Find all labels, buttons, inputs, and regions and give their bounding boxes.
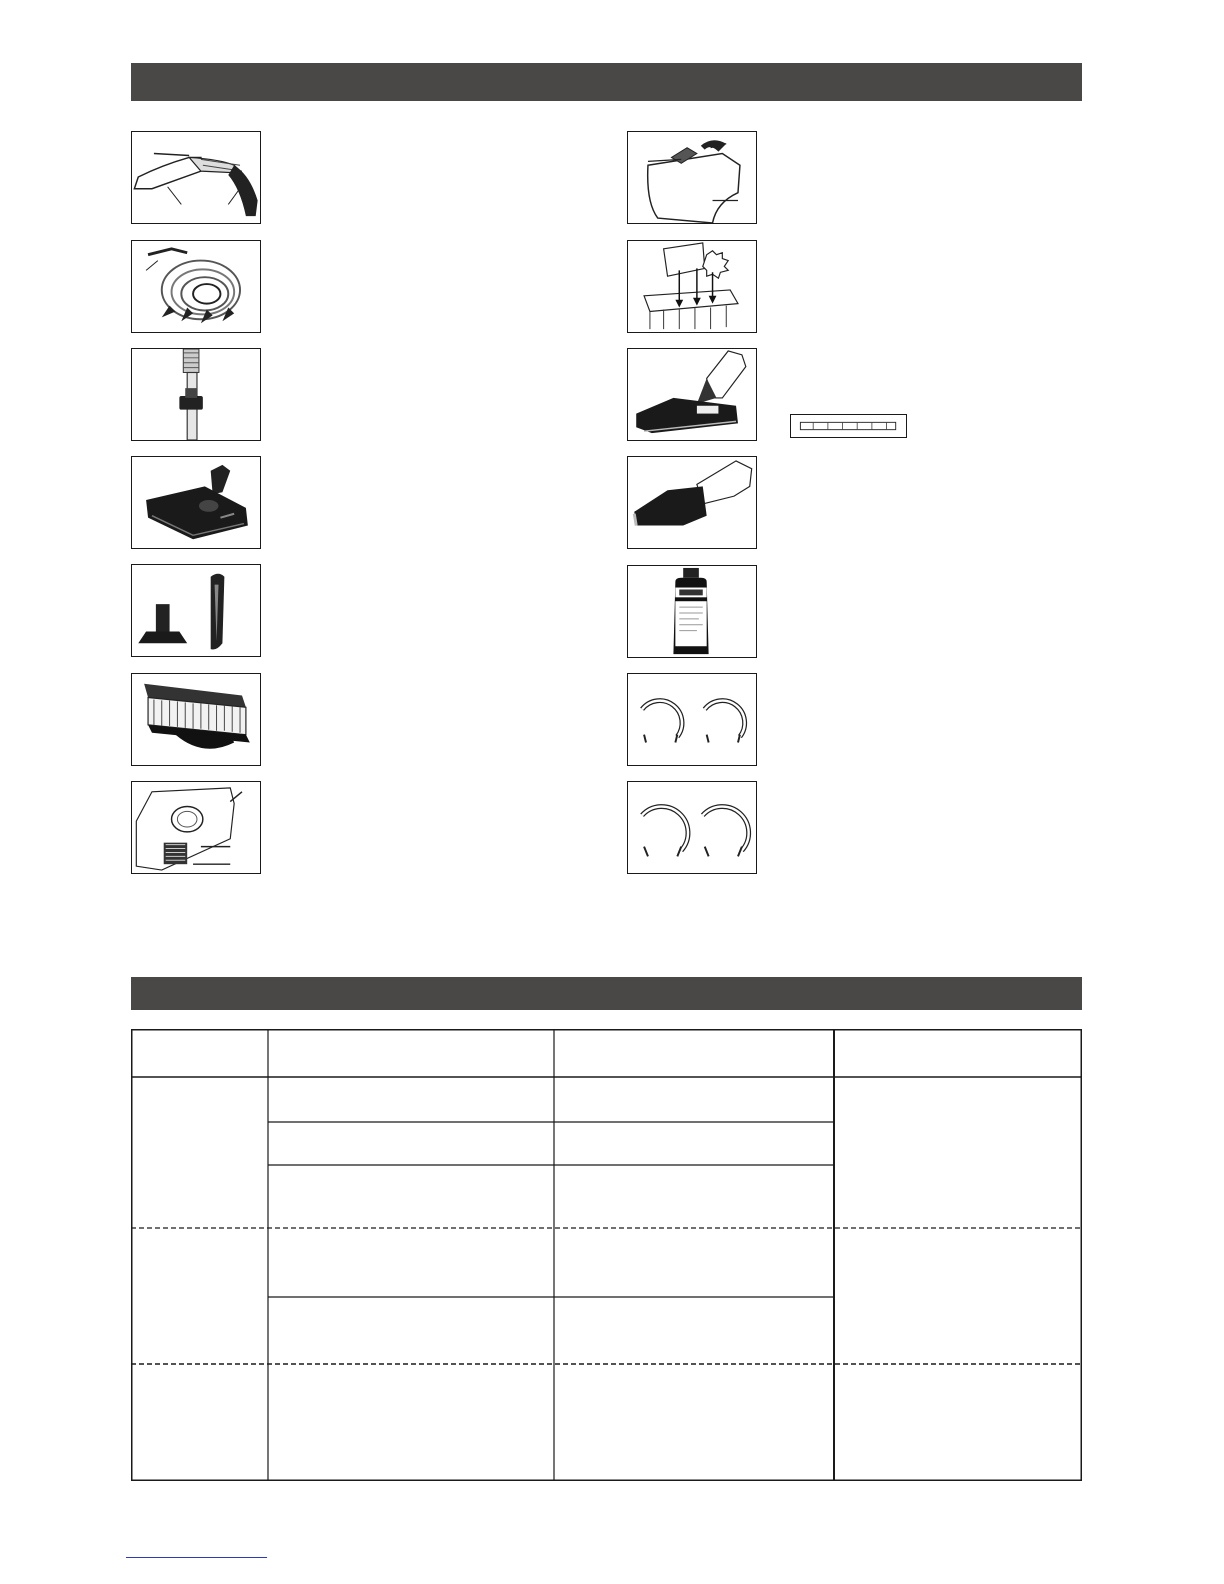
handle-hose-icon <box>131 131 261 224</box>
detergent-bottle-icon <box>627 565 757 658</box>
carpet-spray-nozzle-icon <box>627 348 757 441</box>
hepa-filter-icon <box>131 673 261 766</box>
cleaning-tablets-icon <box>627 240 757 333</box>
footer-link-underline[interactable] <box>126 1557 267 1558</box>
upholstery-spray-nozzle-icon <box>627 456 757 549</box>
clip-pair-small-icon <box>627 673 757 766</box>
clip-pair-large-icon <box>627 781 757 874</box>
telescopic-tube-icon <box>131 348 261 441</box>
section-header-bar-accessories <box>131 63 1082 101</box>
troubleshooting-table <box>131 1029 1082 1481</box>
floor-nozzle-icon <box>131 456 261 549</box>
aqua-box-icon <box>131 781 261 874</box>
section-header-bar-troubleshooting <box>131 977 1082 1010</box>
water-tank-icon <box>627 131 757 224</box>
hose-coil-icon <box>131 240 261 333</box>
replacement-blade-icon <box>790 414 907 438</box>
upholstery-crevice-nozzle-icon <box>131 564 261 657</box>
